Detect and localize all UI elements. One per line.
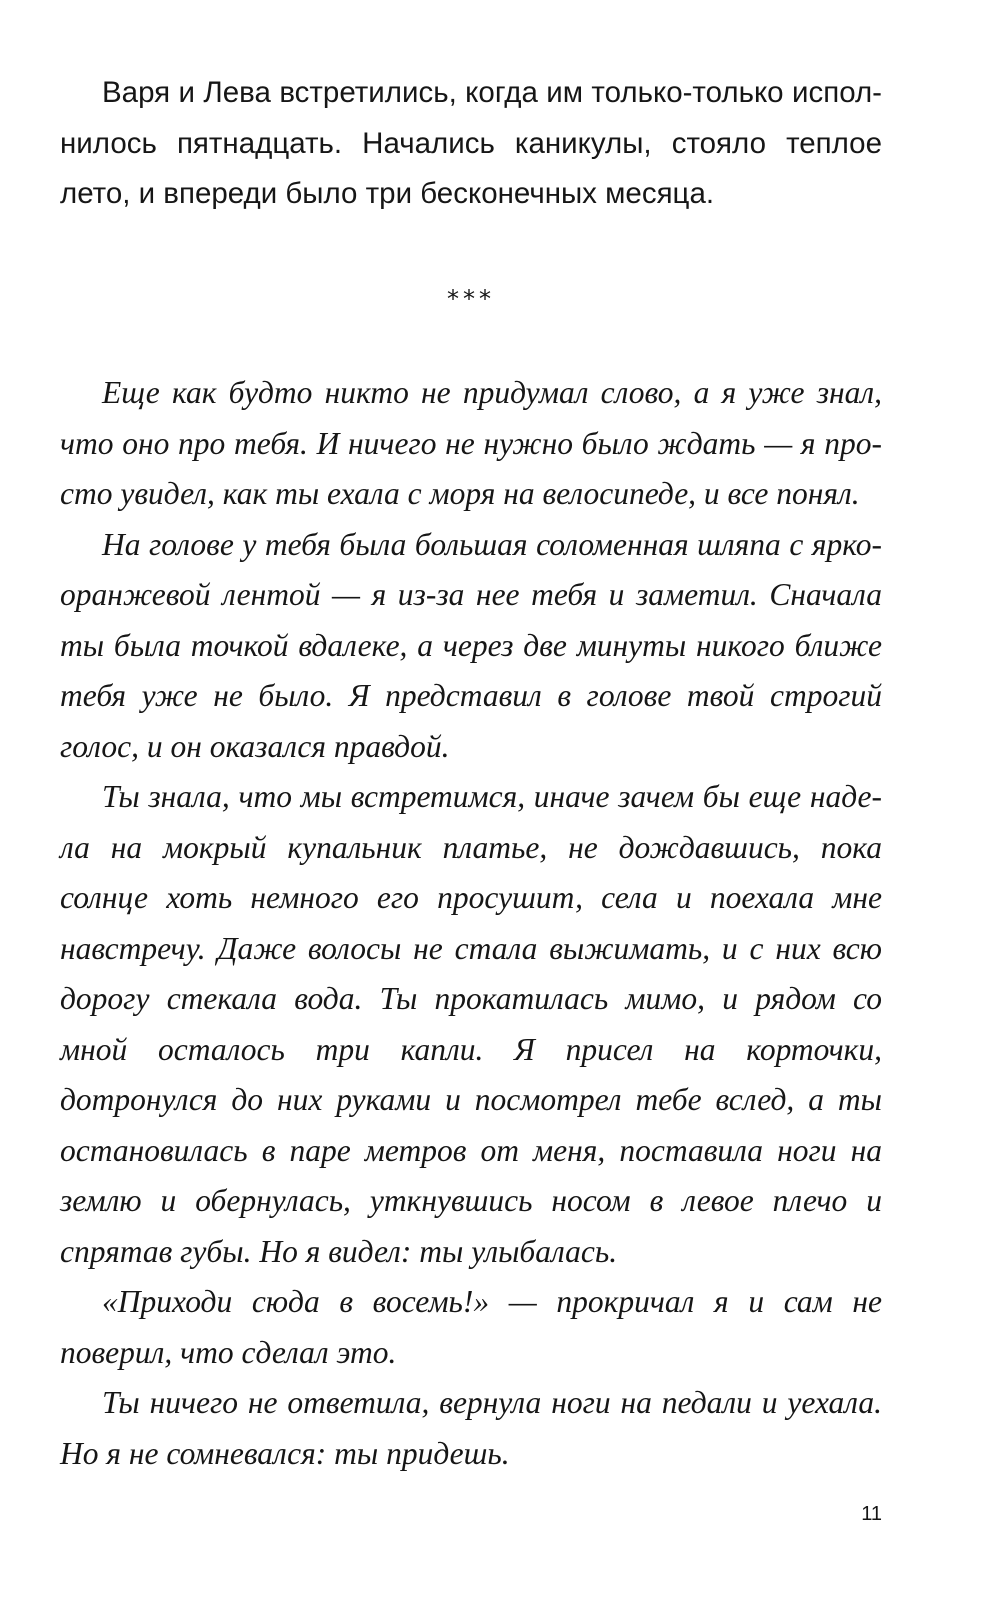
letter-paragraph: Еще как будто никто не придумал слово, а я уже знал, что оно про тебя. И ничего не нужно было ждать — я просто увидел, как ты ехала с моря на велосипеде, и все понял. [60,375,882,511]
letter-paragraph: На голове у тебя была большая соломенная шляпа с ярко-оранжевой лентой — я из-за нее тебя и заметил. Сначала ты была точкой вдалеке, а через две минуты никого ближе тебя уже не было. Я представил в голове твой строгий голос, и он оказался правдой. [60,526,882,764]
letter-paragraph: «Приходи сюда в восемь!» — прокричал я и сам не поверил, что сделал это. [60,1284,882,1370]
letter-paragraph: Ты ничего не ответила, вернула ноги на педали и уехала. Но я не сомневался: ты придешь. [60,1385,882,1471]
letter-paragraph: Ты знала, что мы встретимся, иначе зачем бы еще надела на мокрый купальник платье, не дождавшись, пока солнце хоть немного его просушит, села и поехала мне навстречу. Даже волосы не стала выжимать, и с них всю дорогу стекала вода. Ты прокатилась мимо, и рядом со мной осталось три капли. Я присел на корточки, дотронулся до них руками и посмотрел тебе вслед, а ты остановилась в паре метров от меня, поставила ноги на землю и обернулась, уткнувшись носом в левое плечо и спрятав губы. Но я видел: ты улыбалась. [60,779,882,1269]
intro-paragraph: Варя и Лева встретились, когда им только-только исполнилось пятнадцать. Начались каникулы, стояло теплое лето, и впереди было три бесконечных месяца. [60,76,882,210]
section-divider: *** [447,285,495,313]
letter-text [60,368,882,1479]
book-page [60,0,882,1608]
page-number: 11 [861,1503,882,1525]
